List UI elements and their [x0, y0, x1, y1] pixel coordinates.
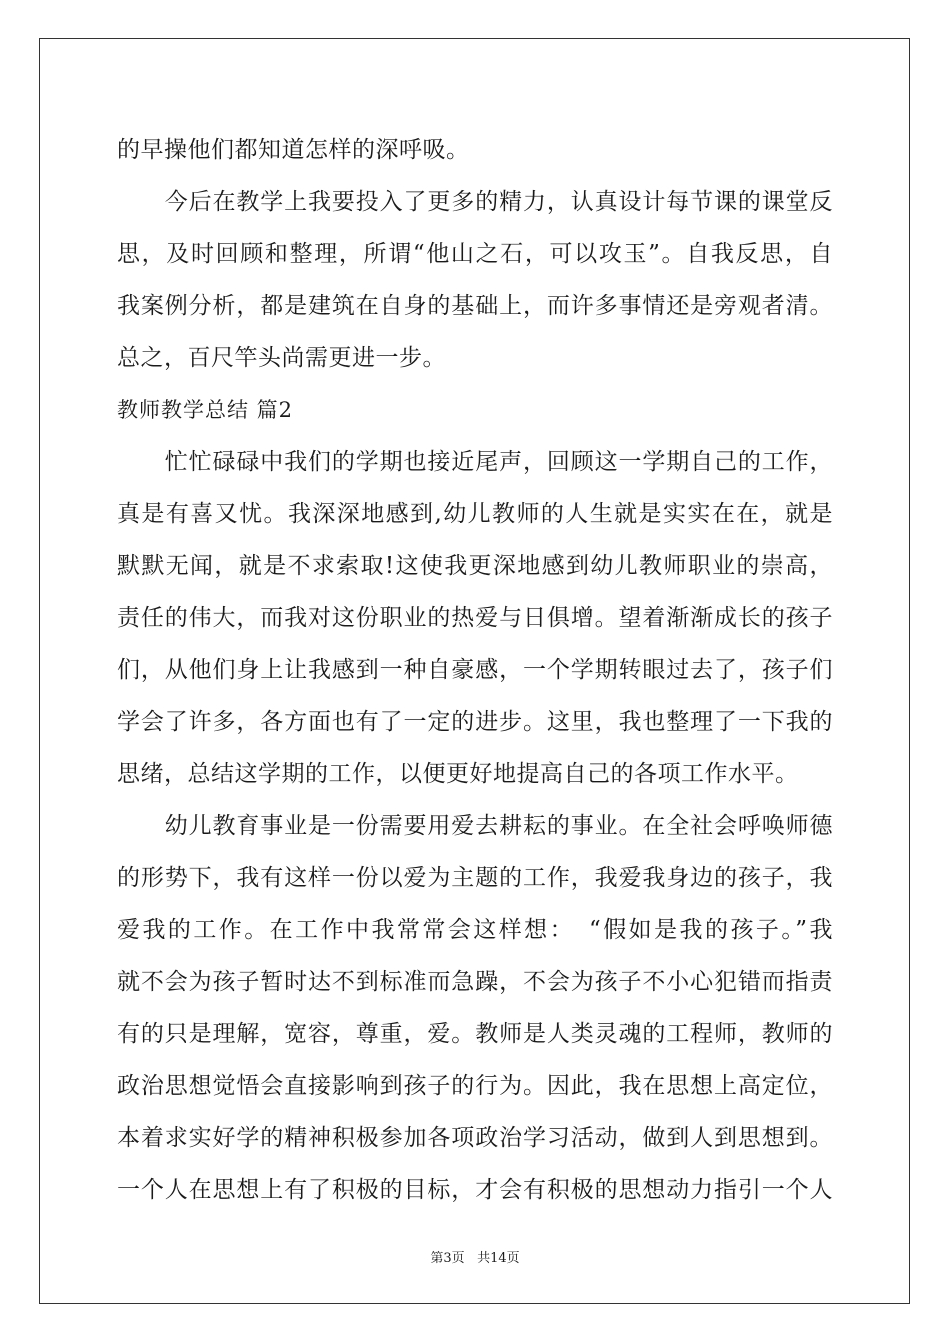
paragraph-line: 思绪，总结这学期的工作，以便更好地提高自己的各项工作水平。	[117, 761, 799, 787]
paragraph-line: 我案例分析，都是建筑在自身的基础上，而许多事情还是旁观者清。	[117, 293, 833, 319]
paragraph-line: 就不会为孩子暂时达不到标准而急躁，不会为孩子不小心犯错而指责	[117, 969, 833, 995]
paragraph-line: 爱我的工作。在工作中我常常会这样想： “假如是我的孩子。”我	[117, 917, 833, 943]
page-number: 第3页	[430, 1251, 465, 1266]
paragraph-line: 的形势下，我有这样一份以爱为主题的工作，我爱我身边的孩子，我	[117, 865, 833, 891]
document-body	[117, 124, 833, 1216]
paragraph-line: 有的只是理解，宽容，尊重，爱。教师是人类灵魂的工程师，教师的	[117, 1021, 833, 1047]
paragraph-line: 忙忙碌碌中我们的学期也接近尾声，回顾这一学期自己的工作，	[117, 449, 833, 475]
paragraph-line: 思，及时回顾和整理，所谓“他山之石，可以攻玉”。自我反思，自	[117, 241, 833, 267]
page-footer	[0, 1247, 950, 1266]
paragraph-line: 学会了许多，各方面也有了一定的进步。这里，我也整理了一下我的	[117, 709, 833, 735]
paragraph-line: 幼儿教育事业是一份需要用爱去耕耘的事业。在全社会呼唤师德	[117, 813, 833, 839]
paragraph-line: 真是有喜又忧。我深深地感到,幼儿教师的人生就是实实在在，就是	[117, 501, 833, 527]
paragraph-line: 政治思想觉悟会直接影响到孩子的行为。因此，我在思想上高定位，	[117, 1073, 833, 1099]
page-total: 共14页	[477, 1251, 520, 1266]
paragraph-line: 一个人在思想上有了积极的目标，才会有积极的思想动力指引一个人	[117, 1177, 833, 1203]
section-heading: 教师教学总结 篇2	[117, 398, 294, 422]
paragraph-line: 责任的伟大，而我对这份职业的热爱与日俱增。望着渐渐成长的孩子	[117, 605, 833, 631]
paragraph-line: 今后在教学上我要投入了更多的精力，认真设计每节课的课堂反	[117, 189, 833, 215]
paragraph-line: 总之，百尺竿头尚需更进一步。	[117, 345, 446, 371]
paragraph-line: 默默无闻，就是不求索取!这使我更深地感到幼儿教师职业的崇高，	[117, 553, 833, 579]
paragraph-line: 本着求实好学的精神积极参加各项政治学习活动，做到人到思想到。	[117, 1125, 833, 1151]
paragraph-line: 的早操他们都知道怎样的深呼吸。	[117, 137, 470, 163]
paragraph-line: 们，从他们身上让我感到一种自豪感，一个学期转眼过去了，孩子们	[117, 657, 833, 683]
